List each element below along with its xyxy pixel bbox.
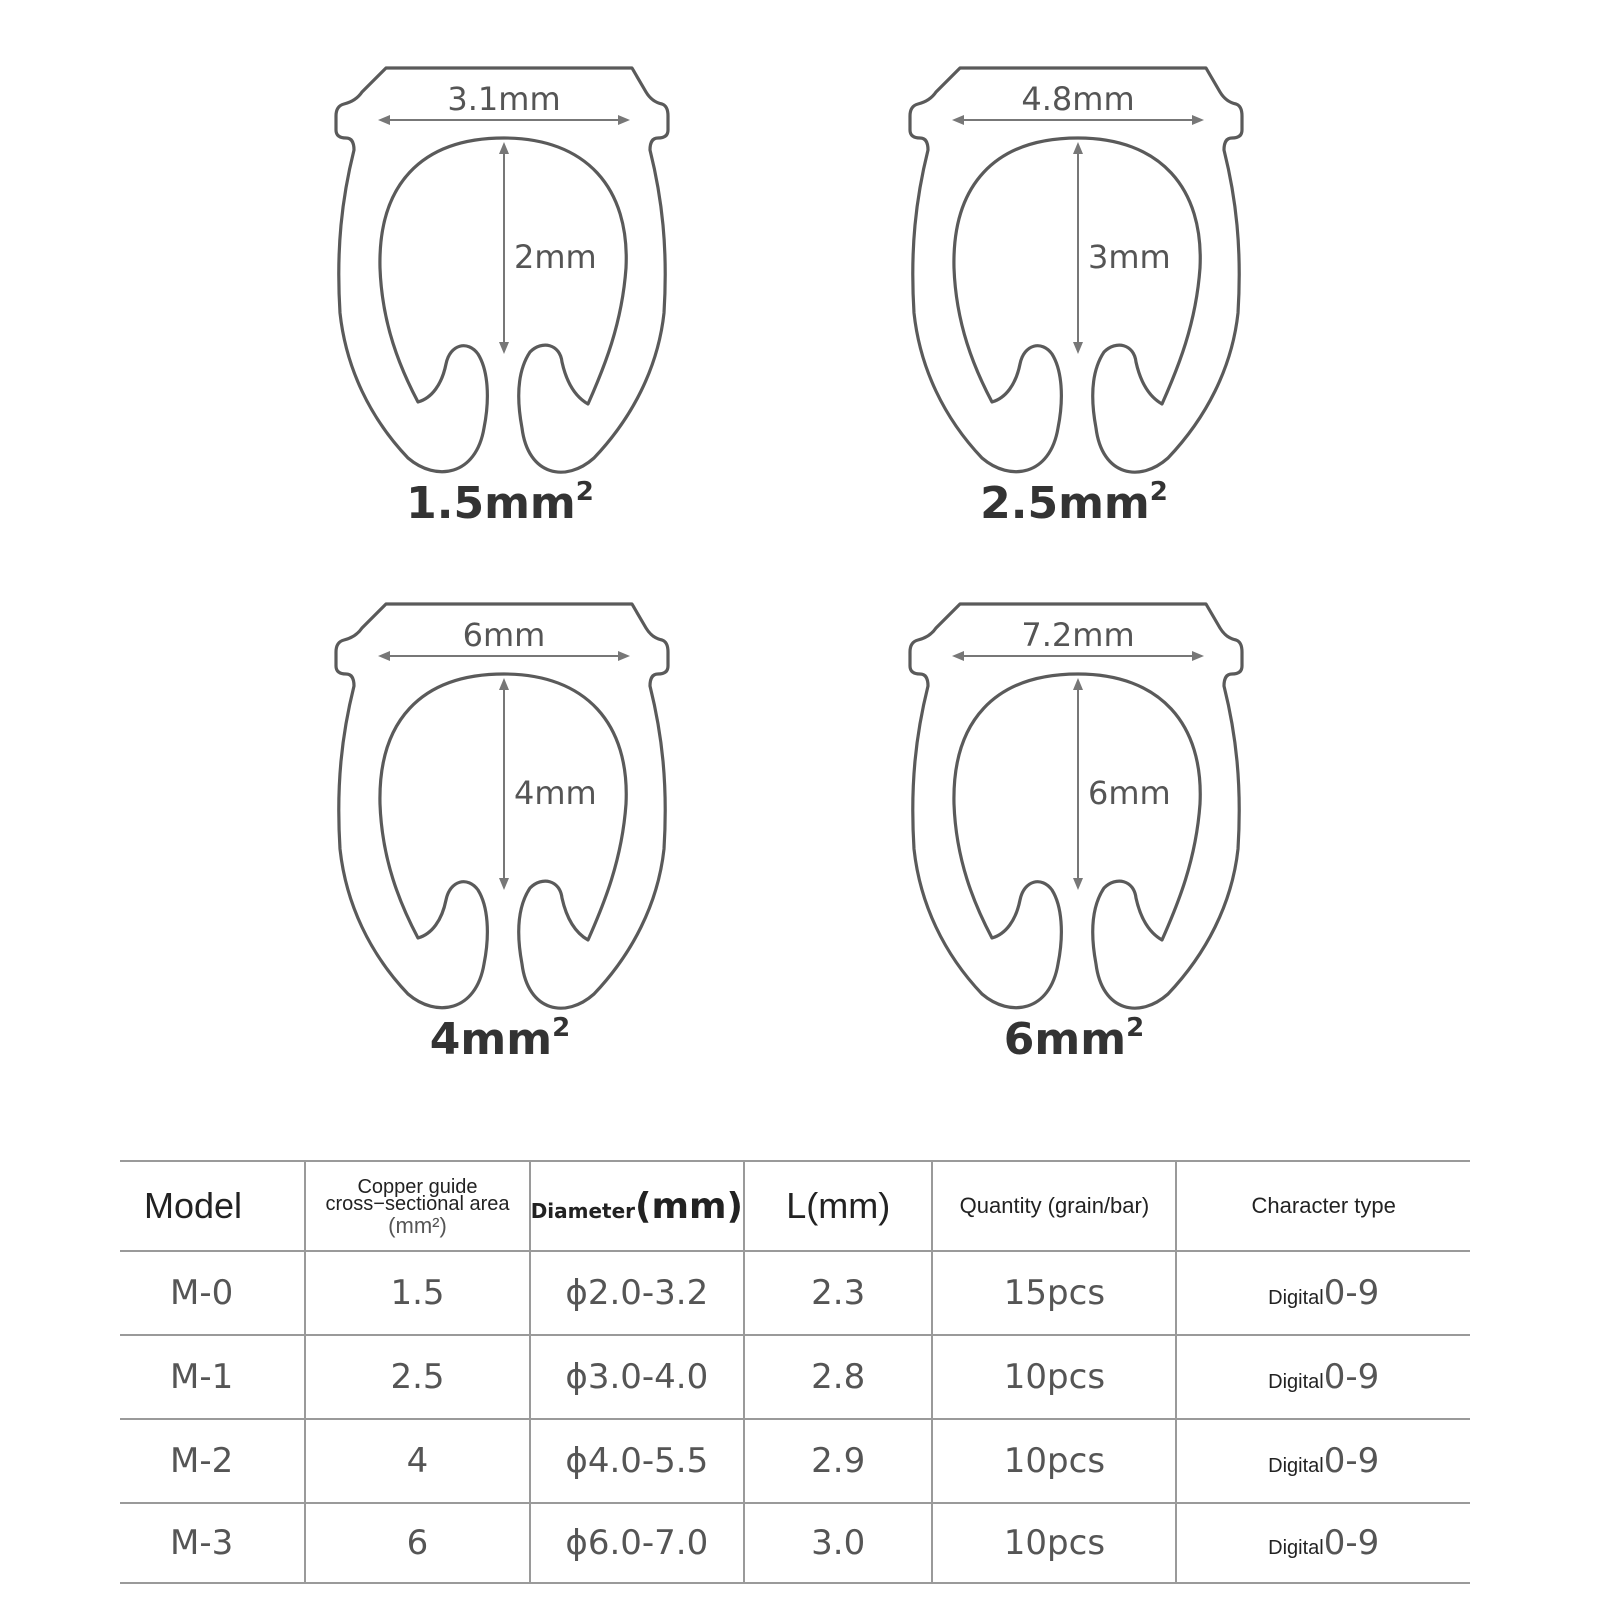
cell-character (1176, 1419, 1470, 1503)
header-model: Model (144, 1185, 243, 1226)
cell-quantity: 15pcs (932, 1251, 1176, 1335)
table-row (120, 1419, 1470, 1503)
cell-quantity: 10pcs (932, 1419, 1176, 1503)
header-character: Character type (1176, 1161, 1470, 1251)
clip-3 (336, 604, 668, 1008)
clip-1-width-label: 3.1mm (447, 80, 561, 118)
cell-character (1176, 1335, 1470, 1419)
clip-2-width-label: 4.8mm (1021, 80, 1135, 118)
clip-2-height-label: 3mm (1088, 238, 1171, 276)
cell-model: M-3 (170, 1523, 234, 1563)
cell-quantity: 10pcs (932, 1335, 1176, 1419)
spec-table (120, 1160, 1470, 1584)
clip-1-size-exp: 2 (575, 477, 594, 507)
cell-diameter: ϕ3.0-4.0 (530, 1335, 744, 1419)
clip-4-outline (910, 604, 1242, 1008)
clip-4-width-label: 7.2mm (1021, 616, 1135, 654)
cell-length: 3.0 (744, 1503, 932, 1583)
clip-3-size-label (430, 1013, 570, 1065)
header-area-line1: Copper guide (357, 1175, 478, 1198)
cell-quantity: 10pcs (932, 1503, 1176, 1583)
cell-length: 2.9 (744, 1419, 932, 1503)
header-area-unit: (mm²) (388, 1212, 447, 1238)
clip-1 (336, 68, 668, 472)
header-area (305, 1161, 529, 1251)
clip-4-size-value: 6mm (1003, 1014, 1127, 1065)
cell-length: 2.8 (744, 1335, 932, 1419)
cell-character-word: Digital (1268, 1455, 1324, 1477)
table-row (120, 1335, 1470, 1419)
header-quantity: Quantity (grain/bar) (932, 1161, 1176, 1251)
clip-1-size-label (406, 477, 594, 529)
cell-model: M-0 (170, 1273, 234, 1313)
table-row (120, 1251, 1470, 1335)
clip-3-height-label: 4mm (514, 774, 597, 812)
cell-area: 1.5 (305, 1251, 529, 1335)
clip-4-height-label: 6mm (1088, 774, 1171, 812)
cell-diameter: ϕ2.0-3.2 (530, 1251, 744, 1335)
cell-model: M-2 (170, 1441, 234, 1481)
cell-character-word: Digital (1268, 1287, 1324, 1309)
clip-3-width-label: 6mm (462, 616, 546, 654)
header-length: L(mm) (744, 1161, 932, 1251)
cell-character (1176, 1251, 1470, 1335)
clip-2-size-exp: 2 (1149, 477, 1168, 507)
clip-4-size-label (1004, 1013, 1144, 1065)
cell-character-range: 0-9 (1323, 1441, 1380, 1481)
table-header-row (120, 1161, 1470, 1251)
cell-area: 2.5 (305, 1335, 529, 1419)
cell-character-range: 0-9 (1323, 1273, 1380, 1313)
cell-character (1176, 1503, 1470, 1583)
clip-4-size-exp: 2 (1126, 1013, 1145, 1043)
header-diameter-word: Diameter (530, 1198, 636, 1223)
cell-area: 4 (305, 1419, 529, 1503)
clip-1-outline (336, 68, 668, 472)
table-row (120, 1503, 1470, 1583)
header-diameter (530, 1161, 744, 1251)
cell-length: 2.3 (744, 1251, 932, 1335)
clip-2 (910, 68, 1242, 472)
clip-3-outline (336, 604, 668, 1008)
cell-model: M-1 (170, 1357, 234, 1397)
clip-2-outline (910, 68, 1242, 472)
cell-diameter: ϕ4.0-5.5 (530, 1419, 744, 1503)
clip-3-size-exp: 2 (552, 1013, 571, 1043)
clip-2-size-label (980, 477, 1168, 529)
cell-character-word: Digital (1268, 1371, 1324, 1393)
cell-character-range: 0-9 (1323, 1357, 1380, 1397)
clip-1-height-label: 2mm (514, 238, 597, 276)
cell-character-range: 0-9 (1323, 1523, 1380, 1563)
clip-1-size-value: 1.5mm (406, 478, 576, 529)
clip-2-size-value: 2.5mm (980, 478, 1150, 529)
header-diameter-unit: (mm) (635, 1185, 743, 1227)
clip-3-size-value: 4mm (429, 1014, 553, 1065)
clip-4 (910, 604, 1242, 1008)
header-area-line2: cross−sectional area (325, 1192, 510, 1215)
cell-area: 6 (305, 1503, 529, 1583)
cell-diameter: ϕ6.0-7.0 (530, 1503, 744, 1583)
cell-character-word: Digital (1268, 1537, 1324, 1559)
